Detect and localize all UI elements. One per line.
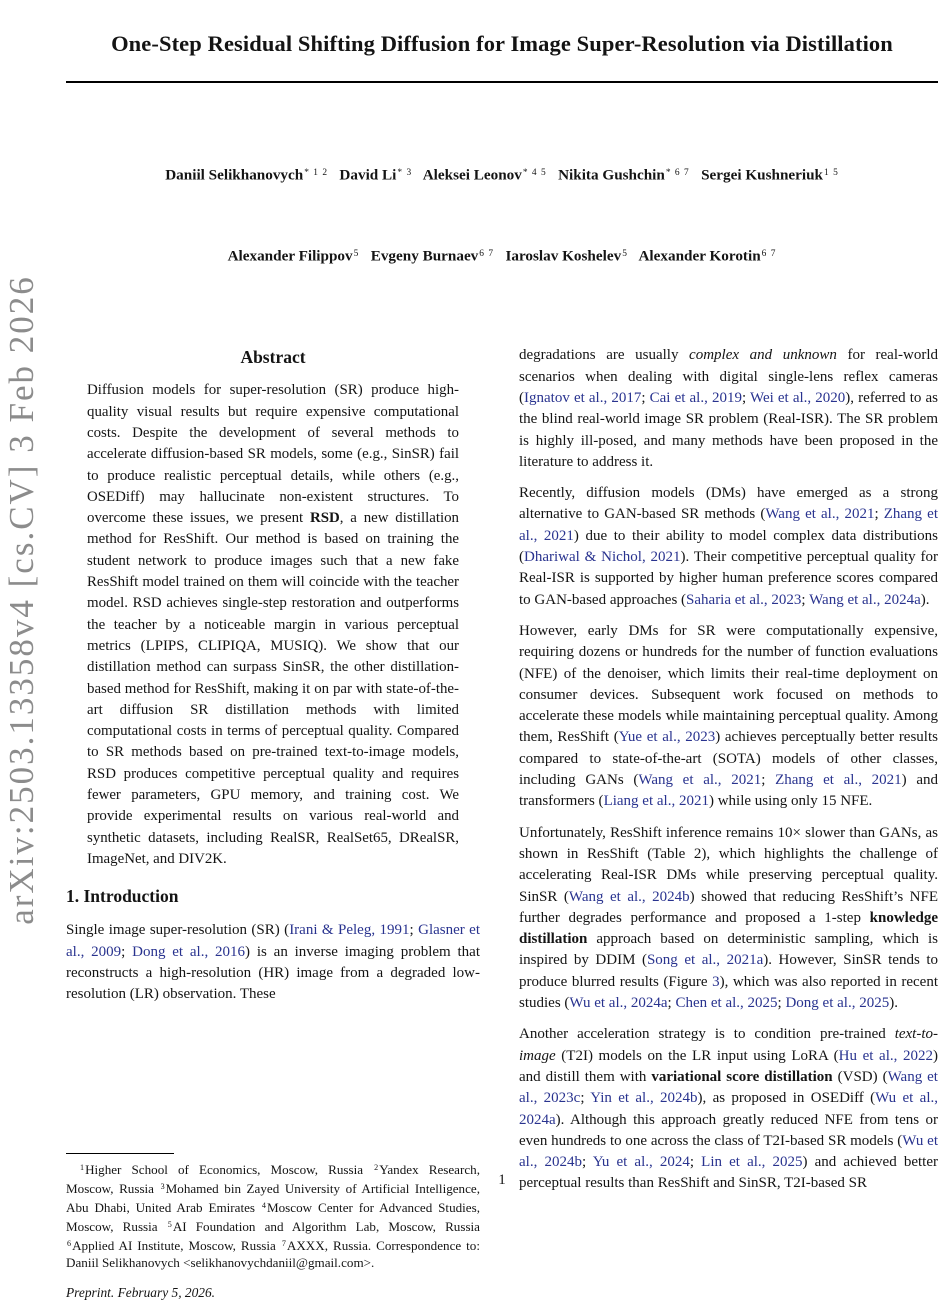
text-segment: ) while using only 15 NFE. bbox=[708, 793, 873, 810]
citation-link[interactable]: Dong et al., 2016 bbox=[132, 943, 246, 960]
text-segment: Iaroslav Koshelev bbox=[505, 247, 622, 265]
text-segment: 4 bbox=[261, 1200, 267, 1210]
citation-link[interactable]: Yue et al., 2023 bbox=[618, 729, 716, 746]
text-segment: Diffusion models for super-resolution (SR) produce high-quality visual results but require expensive computational costs. Despite the development of several methods to accelerate diffusion-based SR models, some (e.g., SinSR) fail to produce realistic perceptual details, while others (e.g., OSEDiff) may hallucinate non-existent structures. To overcome these issues, we present bbox=[87, 382, 459, 527]
citation-link[interactable]: Chen et al., 2025 bbox=[675, 995, 778, 1012]
text-segment: 6 7 bbox=[479, 248, 495, 259]
paper-page bbox=[66, 0, 939, 1301]
text-segment: approach based on deterministic sampling, which is inspired by DDIM ( bbox=[519, 931, 938, 969]
text-segment: AXXX, Russia. Correspondence to: Daniil Selikhanovych <selikhanovychdaniil@gmail.com>. bbox=[66, 1237, 480, 1270]
text-segment bbox=[690, 167, 701, 184]
text-segment: ; bbox=[121, 943, 133, 960]
preprint-date-note: Preprint. February 5, 2026. bbox=[66, 1285, 216, 1301]
left-column bbox=[66, 345, 480, 1301]
text-segment: 5 bbox=[622, 248, 628, 259]
page-number: 1 bbox=[498, 1172, 506, 1188]
citation-link[interactable]: Wang et al., 2021 bbox=[765, 506, 875, 523]
citation-link[interactable]: Liang et al., 2021 bbox=[603, 793, 709, 810]
text-segment: ) showed that reducing ResShift’s NFE further degrades performance and proposed a 1-step bbox=[519, 888, 938, 926]
footnote-rule bbox=[66, 1153, 174, 1154]
citation-link[interactable]: Irani & Peleg, 1991 bbox=[289, 922, 410, 939]
citation-link[interactable]: Dong et al., 2025 bbox=[785, 995, 890, 1012]
citation-link[interactable]: Wang et al., 2023c bbox=[519, 1068, 938, 1107]
text-segment: David Li bbox=[339, 166, 397, 184]
citation-link[interactable]: Hu et al., 2022 bbox=[838, 1047, 933, 1064]
text-segment: 6 7 bbox=[761, 248, 777, 259]
paper-title: One-Step Residual Shifting Diffusion for Image Super-Resolution via Distillation bbox=[111, 31, 893, 56]
text-segment: Evgeny Burnaev bbox=[370, 247, 479, 265]
text-segment: ). However, SinSR tends to produce blurred results (Figure bbox=[519, 952, 939, 990]
text-segment bbox=[328, 167, 339, 184]
text-segment: Moscow Center for Advanced Studies, Moscow, Russia bbox=[66, 1199, 480, 1234]
text-segment: ; bbox=[777, 995, 786, 1012]
citation-link[interactable]: Zhang et al., 2021 bbox=[775, 772, 902, 789]
text-segment: knowledge distillation bbox=[519, 909, 938, 948]
text-segment: Yandex Research, Moscow, Russia bbox=[66, 1161, 480, 1196]
text-segment: degradations are usually bbox=[519, 347, 690, 364]
text-segment bbox=[412, 167, 423, 184]
citation-link[interactable]: Cai et al., 2019 bbox=[649, 390, 742, 406]
right-column-paragraph-2 bbox=[519, 483, 938, 611]
citation-link[interactable]: Yu et al., 2024 bbox=[592, 1154, 690, 1171]
text-segment: 5 bbox=[353, 248, 360, 259]
text-segment: AI Foundation and Algorithm Lab, Moscow, Russia bbox=[172, 1218, 480, 1234]
text-segment: 1 5 bbox=[824, 168, 839, 178]
text-segment: 6 bbox=[67, 1238, 73, 1248]
text-segment: ). bbox=[889, 995, 898, 1012]
text-segment: ; bbox=[580, 1090, 591, 1107]
text-segment: complex and unknown bbox=[689, 347, 837, 364]
text-segment: ) and achieved better perceptual results than ResShift and SinSR, T2I-based SR bbox=[519, 1154, 938, 1192]
right-column-paragraph-5 bbox=[519, 1024, 938, 1194]
text-segment: Mohamed bin Zayed University of Artificial Intelligence, Abu Dhabi, United Arab Emirates bbox=[66, 1180, 481, 1215]
text-segment: ; bbox=[409, 922, 419, 939]
text-segment: Higher School of Economics, Moscow, Russia bbox=[85, 1161, 374, 1177]
text-segment: ) and transformers ( bbox=[519, 772, 939, 810]
text-segment bbox=[628, 247, 639, 264]
text-segment: ; bbox=[581, 1154, 593, 1171]
text-segment: for real-world scenarios when dealing with digital single-lens reflex cameras ( bbox=[519, 347, 938, 406]
citation-link[interactable]: Wu et al., 2024a bbox=[519, 1090, 938, 1128]
arxiv-banner: arXiv:2503.13358v4 [cs.CV] 3 Feb 2026 bbox=[2, 275, 41, 925]
text-segment: ), referred to as the blind real-world image SR problem (Real-ISR). The SR problem is highly ill-posed, and many methods have been proposed in the literature to address it. bbox=[519, 390, 938, 470]
text-segment: ; bbox=[874, 506, 884, 523]
citation-link[interactable]: Song et al., 2021a bbox=[646, 952, 764, 969]
text-segment: Recently, diffusion models (DMs) have emerged as a strong alternative to GAN-based SR methods ( bbox=[519, 485, 938, 523]
text-segment: 5 bbox=[167, 1219, 173, 1229]
text-segment: Single image super-resolution (SR) ( bbox=[66, 922, 290, 939]
text-segment: 3 bbox=[160, 1181, 166, 1191]
citation-link[interactable]: Wu et al., 2024b bbox=[519, 1132, 938, 1171]
right-column-paragraph-3 bbox=[519, 621, 938, 813]
text-segment: Unfortunately, ResShift inference remains 10× slower than GANs, as shown in ResShift (Table 2), which highlights the challenge of accelerating Real-ISR DMs while preserving perceptual quality. SinSR ( bbox=[519, 824, 938, 905]
text-segment: ), as proposed in OSEDiff ( bbox=[697, 1090, 876, 1107]
text-segment bbox=[547, 167, 558, 184]
text-segment: 1 bbox=[80, 1162, 86, 1172]
citation-link[interactable]: Yin et al., 2024b bbox=[590, 1090, 698, 1107]
right-column-paragraph-4 bbox=[519, 823, 938, 1015]
citation-link[interactable]: Wang et al., 2024b bbox=[568, 888, 690, 905]
title-rule bbox=[66, 81, 938, 83]
text-segment: ). Although this approach greatly reduced NFE from tens or even hundreds to one across the class of T2I-based SR models ( bbox=[519, 1111, 938, 1149]
text-segment: Alexander Korotin bbox=[638, 247, 761, 265]
intro-paragraph bbox=[66, 920, 480, 1005]
citation-link[interactable]: Ignatov et al., 2017 bbox=[524, 390, 642, 406]
text-segment: ) achieves perceptually better results compared to state-of-the-art (SOTA) models of other classes, including GANs ( bbox=[519, 729, 938, 789]
text-segment: ). bbox=[920, 591, 930, 608]
citation-link[interactable]: Wang et al., 2024a bbox=[809, 591, 921, 608]
text-segment: Sergei Kushneriuk bbox=[701, 166, 824, 184]
section-1-heading: 1. Introduction bbox=[66, 886, 179, 907]
text-segment: , a new distillation method for ResShift. Our method is based on training the student network to produce images such that a new fake ResShift model trained on them will coincide with the teacher model. RSD achieves single-step restoration and outperforms the teacher by a noticeable margin in various perceptual metrics (LPIPS, CLIPIQA, MUSIQ). We show that our distillation method can surpass SinSR, the other distillation-based method for ResShift, making it on par with state-of-the-art diffusion SR distillation methods with limited computational costs in terms of perceptual quality. Compared to SR methods based on pre-trained text-to-image models, RSD produces competitive perceptual quality and requires fewer parameters, GPU memory, and training cost. We provide experimental results on various real-world and synthetic datasets, including RealSR, RealSet65, DRealSR, ImageNet, and DIV2K. bbox=[87, 510, 460, 867]
citation-link[interactable]: Wu et al., 2024a bbox=[569, 995, 668, 1012]
citation-link[interactable]: Saharia et al., 2023 bbox=[686, 591, 802, 608]
citation-link[interactable]: Glasner et al., 2009 bbox=[66, 922, 481, 960]
text-segment: ), which was also reported in recent studies ( bbox=[519, 973, 939, 1012]
text-segment: * 4 5 bbox=[522, 168, 547, 178]
text-segment: variational score distillation bbox=[651, 1068, 833, 1085]
text-segment: 2 bbox=[374, 1162, 380, 1172]
two-column-body bbox=[66, 345, 938, 1301]
text-segment: ; bbox=[761, 772, 776, 789]
text-segment: ). Their competitive perceptual quality for Real-ISR is supported by higher human preference scores compared to GAN-based approaches ( bbox=[519, 549, 938, 608]
text-segment: Another acceleration strategy is to condition pre-trained bbox=[519, 1026, 895, 1043]
text-segment: (T2I) models on the LR input using LoRA ( bbox=[555, 1047, 839, 1064]
text-segment: text-to-image bbox=[519, 1026, 938, 1064]
text-segment: Alexander Filippov bbox=[227, 247, 353, 265]
text-segment: ) is an inverse imaging problem that reconstructs a high-resolution (HR) image from a degraded low-resolution (LR) observation. These bbox=[66, 943, 481, 1003]
citation-link[interactable]: Wang et al., 2021 bbox=[638, 772, 762, 789]
text-segment: (VSD) ( bbox=[832, 1068, 888, 1085]
text-segment: Aleksei Leonov bbox=[422, 166, 522, 184]
author-block bbox=[66, 108, 938, 321]
right-column-paragraph-1 bbox=[519, 345, 938, 473]
text-segment: RSD bbox=[309, 510, 340, 527]
text-segment: ; bbox=[667, 995, 676, 1012]
abstract-heading: Abstract bbox=[240, 347, 306, 368]
text-segment bbox=[359, 247, 370, 264]
citation-link[interactable]: Wei et al., 2020 bbox=[749, 390, 846, 406]
text-segment bbox=[494, 247, 505, 264]
text-segment: ; bbox=[689, 1154, 702, 1171]
text-segment: * 3 bbox=[397, 168, 413, 178]
citation-link[interactable]: Dhariwal & Nichol, 2021 bbox=[524, 549, 681, 566]
text-segment: Applied AI Institute, Moscow, Russia bbox=[72, 1237, 281, 1253]
citation-link[interactable]: 3 bbox=[712, 973, 720, 990]
right-column bbox=[519, 345, 938, 1204]
abstract-text bbox=[87, 380, 459, 870]
text-segment: Daniil Selikhanovych bbox=[165, 166, 304, 184]
text-segment: ) and distill them with bbox=[519, 1047, 938, 1085]
text-segment: * 6 7 bbox=[665, 168, 690, 178]
citation-link[interactable]: Lin et al., 2025 bbox=[701, 1154, 803, 1171]
text-segment: 7 bbox=[281, 1238, 287, 1248]
author-line-2 bbox=[66, 241, 938, 270]
author-line-1 bbox=[66, 160, 938, 189]
text-segment: * 1 2 bbox=[304, 168, 329, 178]
text-segment: ) due to their ability to model complex data distributions ( bbox=[519, 527, 939, 566]
text-segment: ; bbox=[801, 591, 810, 608]
citation-link[interactable]: Zhang et al., 2021 bbox=[519, 506, 938, 544]
text-segment: However, early DMs for SR were computationally expensive, requiring dozens or hundreds for the number of function evaluations (NFE) of the denoiser, which limits their real-time deployment on consumer devices. Subsequent work focused on methods to accelerate these models while maintaining perceptual quality. Among them, ResShift ( bbox=[519, 622, 938, 746]
text-segment: ; bbox=[641, 390, 650, 406]
text-segment: ; bbox=[741, 390, 750, 406]
text-segment: Nikita Gushchin bbox=[558, 166, 665, 184]
